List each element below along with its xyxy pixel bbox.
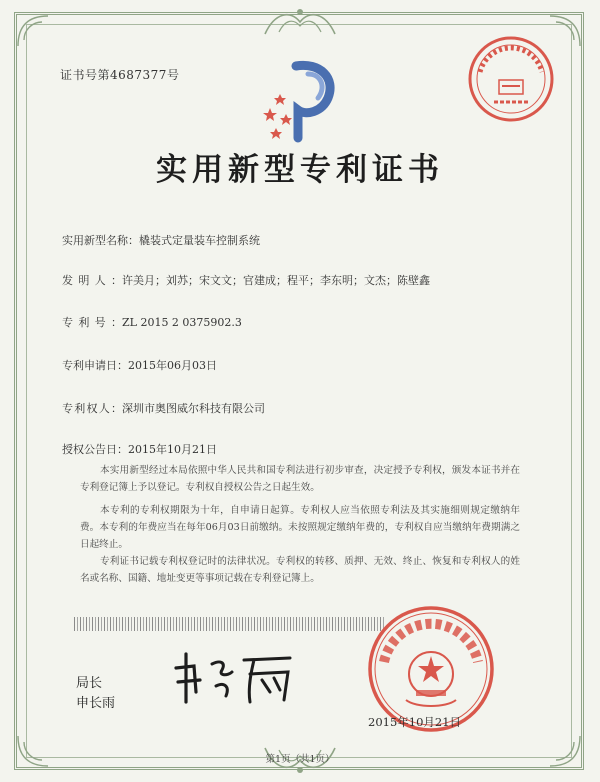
page-number: 第1页（共1页） (265, 754, 335, 765)
field-value: 2015年10月21日 (128, 443, 217, 456)
body-paragraph: 本实用新型经过本局依照中华人民共和国专利法进行初步审查，决定授予专利权，颁发本证书并在专利登记簿上予以登记。专利权自授权公告之日起生效。 (80, 465, 520, 493)
director-signature-icon (170, 646, 300, 708)
field-value: 橇装式定量装车控制系统 (139, 234, 260, 247)
patent-number-row (62, 314, 242, 330)
certificate-title: 实用新型专利证书 (156, 152, 444, 188)
utility-model-name-row (62, 232, 260, 248)
field-label: 发明人： (62, 274, 122, 287)
application-date-row (62, 357, 217, 373)
field-label: 专利号： (62, 316, 122, 329)
barcode (74, 617, 384, 631)
director-name: 申长雨 (76, 696, 116, 711)
field-value: ZL 2015 2 0375902.3 (122, 316, 242, 329)
ornament-top-icon (261, 4, 339, 40)
field-label: 授权公告日： (62, 443, 128, 456)
field-label: 专利权人： (62, 402, 122, 415)
field-label: 专利申请日： (62, 359, 128, 372)
field-value: 许美月；刘苏；宋文文；官建成；程平；李东明；文杰；陈壁鑫 (122, 274, 430, 287)
patentee-row (62, 400, 265, 416)
cnipa-seal-top-icon (466, 34, 556, 124)
field-label: 实用新型名称： (62, 234, 139, 247)
issue-date: 2015年10月21日 (368, 715, 462, 729)
body-paragraph: 本专利的专利权期限为十年，自申请日起算。专利权人应当依照专利法及其实施细则规定缴纳年费。本专利的年费应当在每年06月03日前缴纳。未按照规定缴纳年费的，专利权自应当缴纳年费期满之日起终止。 (80, 505, 520, 550)
cnipa-logo-icon (256, 52, 348, 144)
grant-date-row (62, 441, 217, 457)
director-title: 局长 (76, 676, 103, 691)
field-value: 2015年06月03日 (128, 359, 217, 372)
corner-ornament-icon (14, 12, 52, 50)
certificate-number: 证书号第4687377号 (60, 68, 180, 82)
field-value: 深圳市奥图威尔科技有限公司 (122, 402, 265, 415)
inventor-row (62, 272, 430, 288)
body-paragraph: 专利证书记载专利权登记时的法律状况。专利权的转移、质押、无效、终止、恢复和专利权人的姓名或名称、国籍、地址变更等事项记载在专利登记簿上。 (80, 556, 520, 584)
